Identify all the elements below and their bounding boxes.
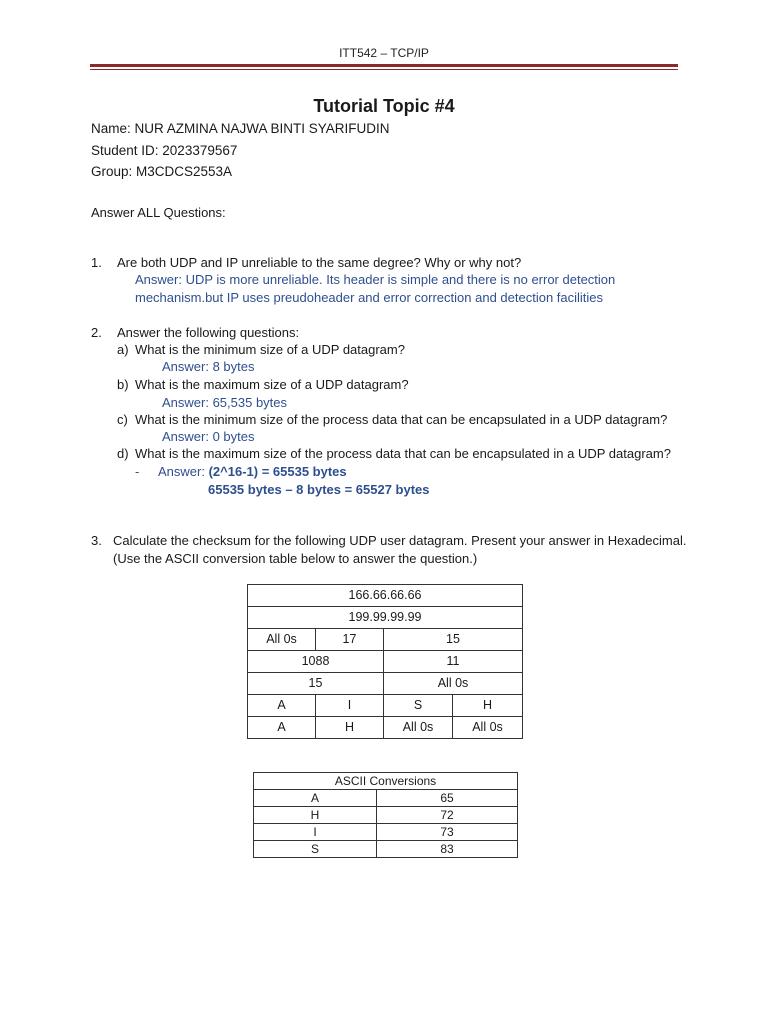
q3-number: 3. [91,533,102,548]
header-rule-thick [90,64,678,67]
q2d-text: What is the maximum size of the process data that can be encapsulated in a UDP datagram? [135,446,671,461]
table-cell: H [453,695,523,717]
q2b-answer: Answer: 65,535 bytes [162,395,288,410]
table-row [248,651,523,673]
q2a-text: What is the minimum size of a UDP datagram? [135,342,405,357]
instruction: Answer ALL Questions: [91,205,226,220]
table-row [248,585,523,607]
table-cell: 166.66.66.66 [248,585,523,607]
table-row [248,717,523,739]
q2a-answer: Answer: 8 bytes [162,359,255,374]
table-cell: 17 [316,629,384,651]
table-cell: A [248,717,316,739]
q1-answer-line2: mechanism.but IP uses preudoheader and error correction and detection facilities [135,290,604,305]
header-rule-thin [90,69,678,70]
q2c-answer: Answer: 0 bytes [162,429,255,444]
student-name: Name: NUR AZMINA NAJWA BINTI SYARIFUDIN [91,121,390,136]
table-cell: 15 [384,629,523,651]
ascii-conversion-table [253,772,518,858]
table-cell: A [254,790,377,807]
table-cell: H [316,717,384,739]
table-row [254,807,518,824]
table-cell: A [248,695,316,717]
q2c-text: What is the minimum size of the process data that can be encapsulated in a UDP datagram? [135,412,668,427]
q2d-answer-prefix: Answer: [158,464,205,479]
student-group: Group: M3CDCS2553A [91,164,233,179]
q1-answer-line1: Answer: UDP is more unreliable. Its header is simple and there is no error detection [135,272,616,287]
table-cell: 15 [248,673,384,695]
table-row [254,773,518,790]
q2-number: 2. [91,325,102,340]
q2-text: Answer the following questions: [117,325,300,340]
table-cell: All 0s [384,717,453,739]
q2a-label: a) [117,342,129,357]
table-row [254,790,518,807]
q1-number: 1. [91,255,102,270]
table-cell: 199.99.99.99 [248,607,523,629]
table-cell: 73 [377,824,518,841]
table-row [248,695,523,717]
student-id: Student ID: 2023379567 [91,143,238,158]
table-row [254,824,518,841]
table-cell: All 0s [248,629,316,651]
table-cell: All 0s [384,673,523,695]
table-row [254,841,518,858]
q3-text-line2: (Use the ASCII conversion table below to answer the question.) [113,551,478,566]
page-title: Tutorial Topic #4 [313,96,455,116]
table-cell: S [384,695,453,717]
q1-text: Are both UDP and IP unreliable to the same degree? Why or why not? [117,255,522,270]
table-cell: I [254,824,377,841]
table-cell: 11 [384,651,523,673]
q2b-text: What is the maximum size of a UDP datagram? [135,377,409,392]
table-cell: 83 [377,841,518,858]
q3-text-line1: Calculate the checksum for the following UDP user datagram. Present your answer in Hexadecimal. [113,533,687,548]
udp-datagram-table [247,584,523,739]
q2d-answer-calculation: 65535 bytes – 8 bytes = 65527 bytes [208,482,430,497]
table-cell: 1088 [248,651,384,673]
q2d-answer [158,464,347,479]
q2d-bullet: - [135,464,140,479]
table-row [248,629,523,651]
table-row [248,607,523,629]
q2c-label: c) [117,412,128,427]
table-header-cell: ASCII Conversions [254,773,518,790]
table-cell: S [254,841,377,858]
q2d-answer-formula: (2^16-1) = 65535 bytes [208,464,347,479]
q2d-label: d) [117,446,129,461]
table-cell: All 0s [453,717,523,739]
q2b-label: b) [117,377,129,392]
table-cell: 72 [377,807,518,824]
document-header: ITT542 – TCP/IP [339,46,429,60]
table-cell: 65 [377,790,518,807]
table-cell: H [254,807,377,824]
table-row [248,673,523,695]
table-cell: I [316,695,384,717]
